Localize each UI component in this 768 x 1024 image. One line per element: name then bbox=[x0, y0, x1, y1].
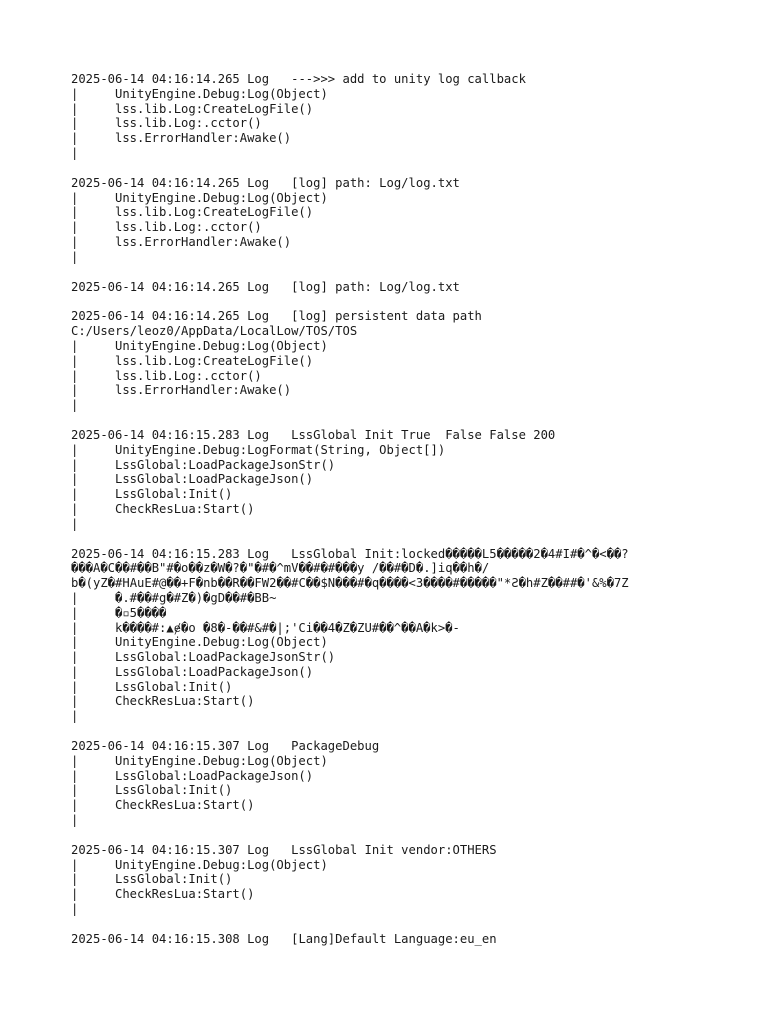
stack-trace-line bbox=[71, 680, 752, 695]
trace-pipe: | bbox=[71, 857, 79, 872]
trace-end-pipe: | bbox=[71, 145, 79, 160]
trace-pipe: | bbox=[71, 487, 79, 502]
stack-frame-text: lss.lib.Log:.cctor() bbox=[115, 220, 262, 235]
trace-end-pipe: | bbox=[71, 249, 79, 264]
trace-pipe: | bbox=[71, 635, 79, 650]
log-entry bbox=[71, 428, 752, 532]
log-entry bbox=[71, 309, 752, 413]
log-entry bbox=[71, 739, 752, 828]
stack-frame-text: UnityEngine.Debug:Log(Object) bbox=[115, 190, 328, 205]
log-entry bbox=[71, 843, 752, 917]
trace-pipe: | bbox=[71, 798, 79, 813]
stack-frame-text: lss.ErrorHandler:Awake() bbox=[115, 383, 292, 398]
log-entry-header: 2025-06-14 04:16:14.265 Log [log] path: Log/log.txt bbox=[71, 175, 460, 190]
trace-pipe: | bbox=[71, 101, 79, 116]
log-entry-header-continuation: ���A�C��#��B"#�o��z�W�?�"�#�^mV��#�#���y /��#�D�.]iq��h�/ bbox=[71, 561, 490, 576]
stack-trace-line bbox=[71, 502, 752, 517]
stack-frame-text: �▫5���� bbox=[115, 605, 167, 620]
trace-pipe: | bbox=[71, 457, 79, 472]
trace-pipe: | bbox=[71, 472, 79, 487]
stack-frame-text: LssGlobal:LoadPackageJsonStr() bbox=[115, 457, 336, 472]
log-entry bbox=[71, 176, 752, 265]
stack-trace-line bbox=[71, 458, 752, 473]
trace-pipe: | bbox=[71, 383, 79, 398]
stack-frame-text: LssGlobal:Init() bbox=[115, 783, 233, 798]
stack-trace-line bbox=[71, 858, 752, 873]
stack-trace-line bbox=[71, 887, 752, 902]
trace-pipe: | bbox=[71, 205, 79, 220]
log-entry-header: 2025-06-14 04:16:14.265 Log [log] persistent data path bbox=[71, 309, 482, 324]
trace-pipe: | bbox=[71, 768, 79, 783]
trace-pipe: | bbox=[71, 694, 79, 709]
trace-end-pipe: | bbox=[71, 709, 79, 724]
stack-trace-line bbox=[71, 754, 752, 769]
stack-frame-text: CheckResLua:Start() bbox=[115, 694, 255, 709]
stack-trace-line bbox=[71, 339, 752, 354]
trace-pipe: | bbox=[71, 887, 79, 902]
stack-frame-text: LssGlobal:LoadPackageJson() bbox=[115, 472, 314, 487]
stack-trace-line bbox=[71, 220, 752, 235]
stack-trace-line bbox=[71, 650, 752, 665]
stack-frame-text: lss.lib.Log:CreateLogFile() bbox=[115, 101, 314, 116]
log-entry-header: 2025-06-14 04:16:15.307 Log LssGlobal Init vendor:OTHERS bbox=[71, 842, 497, 857]
stack-trace-line bbox=[71, 665, 752, 680]
trace-pipe: | bbox=[71, 86, 79, 101]
trace-pipe: | bbox=[71, 116, 79, 131]
stack-frame-text: UnityEngine.Debug:LogFormat(String, Object[]) bbox=[115, 442, 446, 457]
trace-pipe: | bbox=[71, 220, 79, 235]
stack-frame-text: CheckResLua:Start() bbox=[115, 887, 255, 902]
stack-frame-text: LssGlobal:LoadPackageJson() bbox=[115, 768, 314, 783]
stack-trace-line bbox=[71, 635, 752, 650]
stack-frame-text: UnityEngine.Debug:Log(Object) bbox=[115, 86, 328, 101]
trace-pipe: | bbox=[71, 620, 79, 635]
log-entry bbox=[71, 72, 752, 161]
stack-trace-line bbox=[71, 769, 752, 784]
stack-frame-text: LssGlobal:Init() bbox=[115, 679, 233, 694]
stack-frame-text: UnityEngine.Debug:Log(Object) bbox=[115, 338, 328, 353]
stack-trace-line bbox=[71, 131, 752, 146]
stack-frame-text: UnityEngine.Debug:Log(Object) bbox=[115, 753, 328, 768]
trace-pipe: | bbox=[71, 872, 79, 887]
stack-frame-text: CheckResLua:Start() bbox=[115, 798, 255, 813]
trace-end-pipe: | bbox=[71, 398, 79, 413]
log-entry-header-continuation: C:/Users/leoz0/AppData/LocalLow/TOS/TOS bbox=[71, 324, 358, 339]
stack-trace-line bbox=[71, 87, 752, 102]
stack-trace-line bbox=[71, 872, 752, 887]
stack-trace-line bbox=[71, 116, 752, 131]
stack-trace-line bbox=[71, 383, 752, 398]
trace-pipe: | bbox=[71, 501, 79, 516]
trace-pipe: | bbox=[71, 368, 79, 383]
trace-pipe: | bbox=[71, 753, 79, 768]
stack-frame-text: LssGlobal:Init() bbox=[115, 872, 233, 887]
stack-trace-line bbox=[71, 472, 752, 487]
stack-frame-text: lss.lib.Log:CreateLogFile() bbox=[115, 205, 314, 220]
stack-trace-line bbox=[71, 354, 752, 369]
stack-trace-line bbox=[71, 102, 752, 117]
stack-trace-line bbox=[71, 205, 752, 220]
trace-pipe: | bbox=[71, 783, 79, 798]
log-document bbox=[71, 72, 752, 947]
stack-frame-text: k����#:▲ɇ�o �8�-��#&#�|;'Ci��4�Z�ZU#��^��A�k>�- bbox=[115, 620, 460, 635]
log-entry-header: 2025-06-14 04:16:14.265 Log --->>> add to unity log callback bbox=[71, 72, 526, 86]
trace-pipe: | bbox=[71, 590, 79, 605]
stack-trace-line bbox=[71, 694, 752, 709]
stack-frame-text: lss.lib.Log:.cctor() bbox=[115, 116, 262, 131]
trace-pipe: | bbox=[71, 190, 79, 205]
log-entry-header: 2025-06-14 04:16:14.265 Log [log] path: Log/log.txt bbox=[71, 279, 460, 294]
trace-pipe: | bbox=[71, 338, 79, 353]
stack-frame-text: LssGlobal:LoadPackageJson() bbox=[115, 664, 314, 679]
stack-frame-text: UnityEngine.Debug:Log(Object) bbox=[115, 635, 328, 650]
stack-trace-line bbox=[71, 191, 752, 206]
stack-frame-text: lss.lib.Log:CreateLogFile() bbox=[115, 353, 314, 368]
log-entry-header: 2025-06-14 04:16:15.308 Log [Lang]Default Language:eu_en bbox=[71, 931, 497, 946]
log-entry-header: 2025-06-14 04:16:15.283 Log LssGlobal Init True False False 200 bbox=[71, 427, 556, 442]
stack-frame-text: LssGlobal:LoadPackageJsonStr() bbox=[115, 650, 336, 665]
stack-frame-text: lss.ErrorHandler:Awake() bbox=[115, 234, 292, 249]
trace-pipe: | bbox=[71, 664, 79, 679]
stack-frame-text: LssGlobal:Init() bbox=[115, 487, 233, 502]
log-entry-header: 2025-06-14 04:16:15.307 Log PackageDebug bbox=[71, 739, 380, 754]
log-entry bbox=[71, 280, 752, 295]
stack-trace-line bbox=[71, 235, 752, 250]
log-entry-header-continuation: b�(yZ�#HAuE#@��+F�nb��R��FW2��#C��$N���#�q����<3����#�����"*Ƨ�h#Z��##�'&%�7Z bbox=[71, 576, 629, 591]
trace-pipe: | bbox=[71, 650, 79, 665]
stack-trace-line bbox=[71, 798, 752, 813]
trace-pipe: | bbox=[71, 353, 79, 368]
log-entry bbox=[71, 932, 752, 947]
trace-pipe: | bbox=[71, 679, 79, 694]
trace-pipe: | bbox=[71, 605, 79, 620]
trace-pipe: | bbox=[71, 442, 79, 457]
stack-trace-line bbox=[71, 487, 752, 502]
trace-end-pipe: | bbox=[71, 902, 79, 917]
stack-frame-text: CheckResLua:Start() bbox=[115, 501, 255, 516]
stack-trace-line bbox=[71, 783, 752, 798]
log-entry-header: 2025-06-14 04:16:15.283 Log LssGlobal Init:locked�����L5�����2�4#I#�^�<��? bbox=[71, 546, 629, 561]
stack-frame-text: lss.lib.Log:.cctor() bbox=[115, 368, 262, 383]
stack-trace-line bbox=[71, 369, 752, 384]
stack-frame-text: UnityEngine.Debug:Log(Object) bbox=[115, 857, 328, 872]
stack-frame-text: lss.ErrorHandler:Awake() bbox=[115, 131, 292, 146]
trace-pipe: | bbox=[71, 131, 79, 146]
log-entry bbox=[71, 547, 752, 725]
stack-trace-line bbox=[71, 606, 752, 621]
stack-trace-line bbox=[71, 621, 752, 636]
stack-frame-text: �.#��#g�#Z�)�gD��#�BB~ bbox=[115, 590, 277, 605]
stack-trace-line bbox=[71, 591, 752, 606]
trace-end-pipe: | bbox=[71, 813, 79, 828]
trace-end-pipe: | bbox=[71, 516, 79, 531]
trace-pipe: | bbox=[71, 234, 79, 249]
stack-trace-line bbox=[71, 443, 752, 458]
